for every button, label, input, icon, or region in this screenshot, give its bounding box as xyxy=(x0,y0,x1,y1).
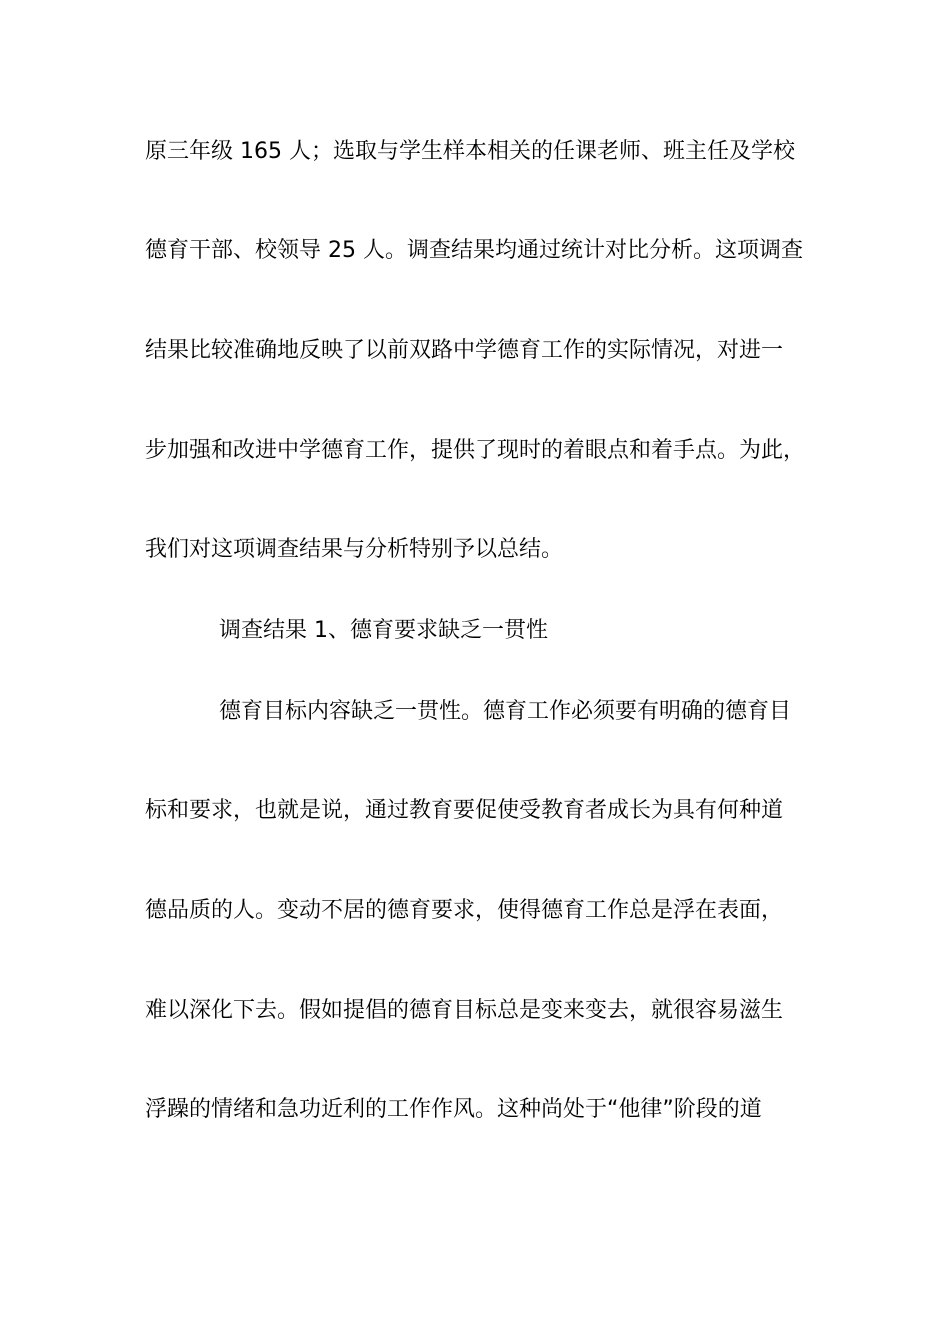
paragraph-line-4: 步加强和改进中学德育工作，提供了现时的着眼点和着手点。为此， xyxy=(145,438,806,463)
paragraph-line-1: 原三年级 165 人；选取与学生样本相关的任课老师、班主任及学校 xyxy=(145,139,795,164)
paragraph-line-9: 难以深化下去。假如提倡的德育目标总是变来变去，就很容易滋生 xyxy=(145,998,784,1023)
paragraph-line-10: 浮躁的情绪和急功近利的工作作风。这种尚处于“他律”阶段的道 xyxy=(145,1097,762,1122)
paragraph-line-5: 我们对这项调查结果与分析特别予以总结。 xyxy=(145,537,564,562)
paragraph-line-2: 德育干部、校领导 25 人。调查结果均通过统计对比分析。这项调查 xyxy=(145,238,803,263)
section-heading: 调查结果 1、德育要求缺乏一贯性 xyxy=(219,618,548,643)
paragraph-line-6: 德育目标内容缺乏一贯性。德育工作必须要有明确的德育目 xyxy=(219,699,792,724)
paragraph-line-8: 德品质的人。变动不居的德育要求，使得德育工作总是浮在表面， xyxy=(145,898,784,923)
paragraph-line-3: 结果比较准确地反映了以前双路中学德育工作的实际情况，对进一 xyxy=(145,338,784,363)
paragraph-line-7: 标和要求，也就是说，通过教育要促使受教育者成长为具有何种道 xyxy=(145,798,784,823)
